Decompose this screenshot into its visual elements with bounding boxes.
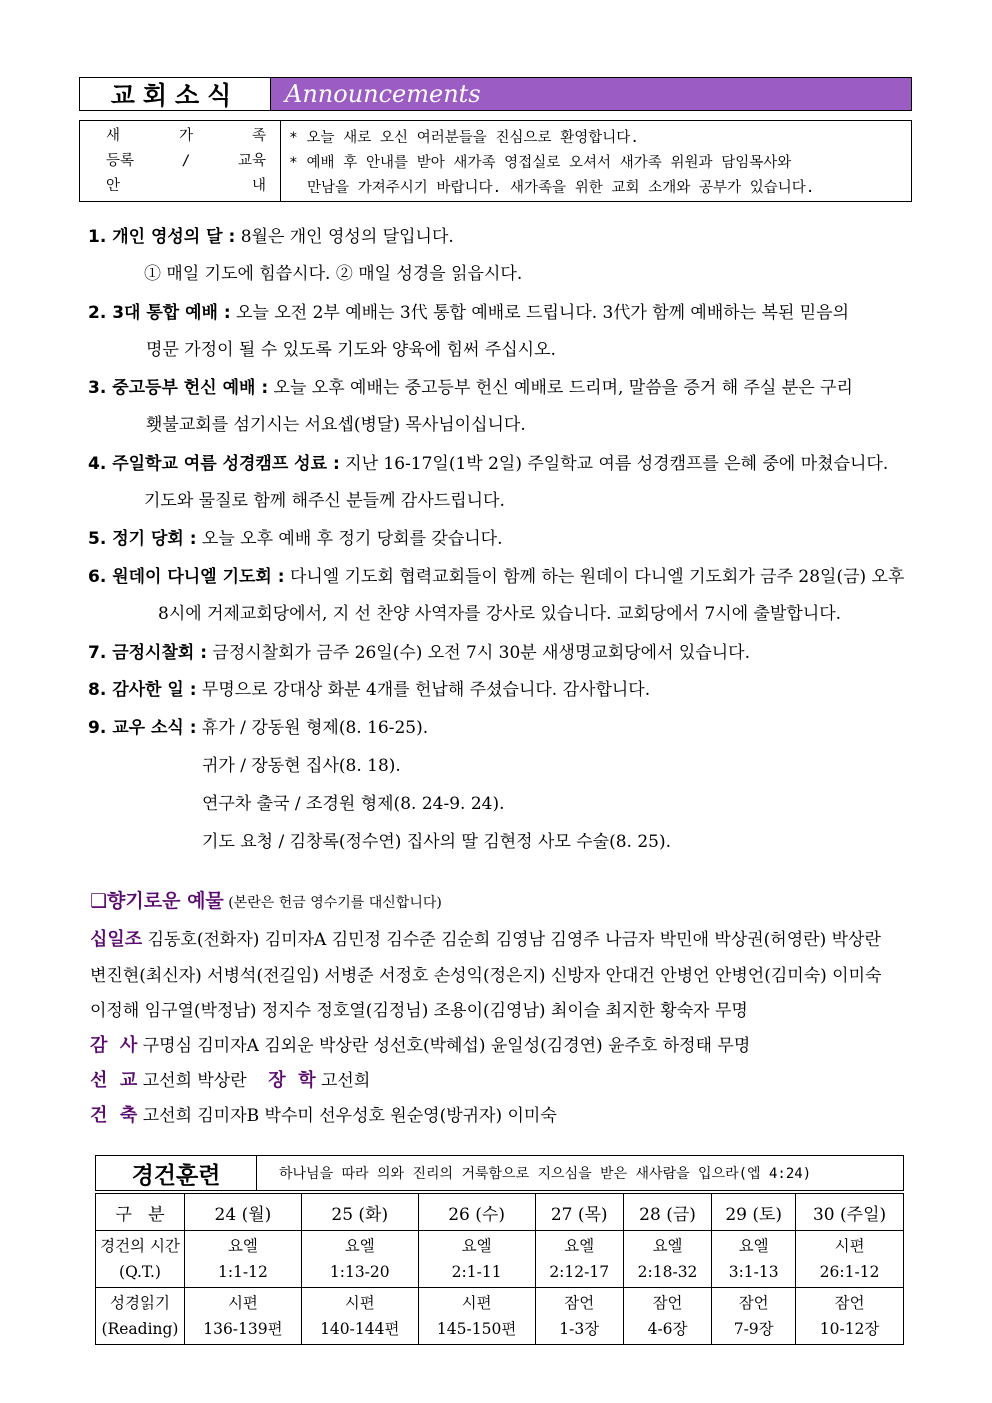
announcement-item-cont: 귀가 / 장동현 집사(8. 18). <box>202 756 401 776</box>
announcement-item: 8. 감사한 일 : 무명으로 강대상 화분 4개를 헌납해 주셨습니다. 감사합니다. <box>88 680 651 700</box>
tithe-line: 십일조 김동호(전화자) 김미자A 김민정 김수준 김순희 김영남 김영주 나금자 박민애 박상권(허영란) 박상란 <box>90 929 881 950</box>
announcement-item-cont: 기도 요청 / 김창록(정수연) 집사의 딸 김현정 사모 수술(8. 25). <box>202 832 672 852</box>
table-row: 경건의 시간 (Q.T.) 요엘 1:1-12 요엘 1:13-20 요엘 2:1-11 요엘 2:12-17 요엘 2:18-32 요엘 3:1-13 시편 26:1-12 <box>96 1231 904 1288</box>
tithe-line: 변진현(최신자) 서병석(전길임) 서병준 서정호 손성익(정은지) 신방자 안대건 안병언 안병언(김미숙) 이미숙 <box>90 966 882 986</box>
announcement-item: 1. 개인 영성의 달 : 8월은 개인 영성의 달입니다. <box>88 227 454 247</box>
announcement-item: 3. 중고등부 헌신 예배 : 오늘 오후 예배는 중고등부 헌신 예배로 드리며, 말씀을 증거 해 주실 분은 구리 <box>88 378 853 398</box>
table-row: 성경읽기 (Reading) 시편 136-139편 시편 140-144편 시편 145-150편 잠언 1-3장 잠언 4-6장 잠언 7-9장 잠언 10-12장 <box>96 1288 904 1345</box>
new-family-text: * 오늘 새로 오신 여러분들을 진심으로 환영합니다. * 예배 후 안내를 받아 새가족 영접실로 오셔서 새가족 위원과 담임목사와 만남을 가져주시기 바랍니다. 새가족을 위한 교회 소개와 공부가 있습니다. <box>289 130 815 196</box>
tithe-line: 이정해 임구열(박정남) 정지수 정호열(김정님) 조용이(김영남) 최이슬 최지한 황숙자 무명 <box>90 1001 748 1021</box>
announcements-header <box>79 77 912 111</box>
announcement-item: 5. 정기 당회 : 오늘 오후 예배 후 정기 당회를 갖습니다. <box>88 529 503 549</box>
training-verse: 하나님을 따라 의와 진리의 거룩함으로 지으심을 받은 새사람을 입으라(엡 4:24) <box>279 1166 812 1182</box>
announcement-item-cont: 횃불교회를 섬기시는 서요셉(병달) 목사님이십니다. <box>146 415 526 435</box>
new-family-label: 새 가 족 등록 / 교육 안 내 <box>80 121 281 201</box>
header-title-en: Announcements <box>271 78 911 110</box>
announcement-item-cont: 연구차 출국 / 조경원 형제(8. 24-9. 24). <box>202 794 505 814</box>
new-family-box <box>79 120 912 202</box>
training-header <box>95 1155 904 1191</box>
mission-line: 선 교 고선희 박상란 장 학 고선희 <box>90 1070 371 1091</box>
announcement-item-cont: 명문 가정이 될 수 있도록 기도와 양육에 힘써 주십시오. <box>146 340 556 360</box>
offering-title: ❑향기로운 예물 (본란은 헌금 영수기를 대신합니다) <box>90 890 442 912</box>
announcement-item: 2. 3대 통합 예배 : 오늘 오전 2부 예배는 3代 통합 예배로 드립니다. 3代가 함께 예배하는 복된 믿음의 <box>88 303 850 323</box>
schedule-table <box>95 1193 904 1345</box>
header-title-ko: 교회소식 <box>80 78 271 110</box>
building-line: 건 축 고선희 김미자B 박수미 선우성호 원순영(방귀자) 이미숙 <box>90 1105 557 1126</box>
announcement-item: 6. 원데이 다니엘 기도회 : 다니엘 기도회 협력교회들이 함께 하는 원데이 다니엘 기도회가 금주 28일(금) 오후 <box>88 567 905 587</box>
announcement-item: 9. 교우 소식 : 휴가 / 강동원 형제(8. 16-25). <box>88 718 429 738</box>
announcement-item-cont: 8시에 거제교회당에서, 지 선 찬양 사역자를 강사로 있습니다. 교회당에서 7시에 출발합니다. <box>158 604 842 624</box>
announcement-item-cont: 기도와 물질로 함께 해주신 분들께 감사드립니다. <box>144 491 505 511</box>
announcement-item-cont: ① 매일 기도에 힘씁시다. ② 매일 성경을 읽읍시다. <box>144 264 523 284</box>
announcement-item: 7. 금정시찰회 : 금정시찰회가 금주 26일(수) 오전 7시 30분 새생명교회당에서 있습니다. <box>88 643 750 663</box>
table-header-row: 구 분 24 (월) 25 (화) 26 (수) 27 (목) 28 (금) 29 (토) 30 (주일) <box>96 1194 904 1231</box>
announcement-item: 4. 주일학교 여름 성경캠프 성료 : 지난 16-17일(1박 2일) 주일학교 여름 성경캠프를 은혜 중에 마쳤습니다. <box>88 454 889 474</box>
thanks-line: 감 사 구명심 김미자A 김외운 박상란 성선호(박혜섭) 윤일성(김경연) 윤주호 하정태 무명 <box>90 1035 751 1056</box>
training-title: 경건훈련 <box>96 1156 257 1190</box>
